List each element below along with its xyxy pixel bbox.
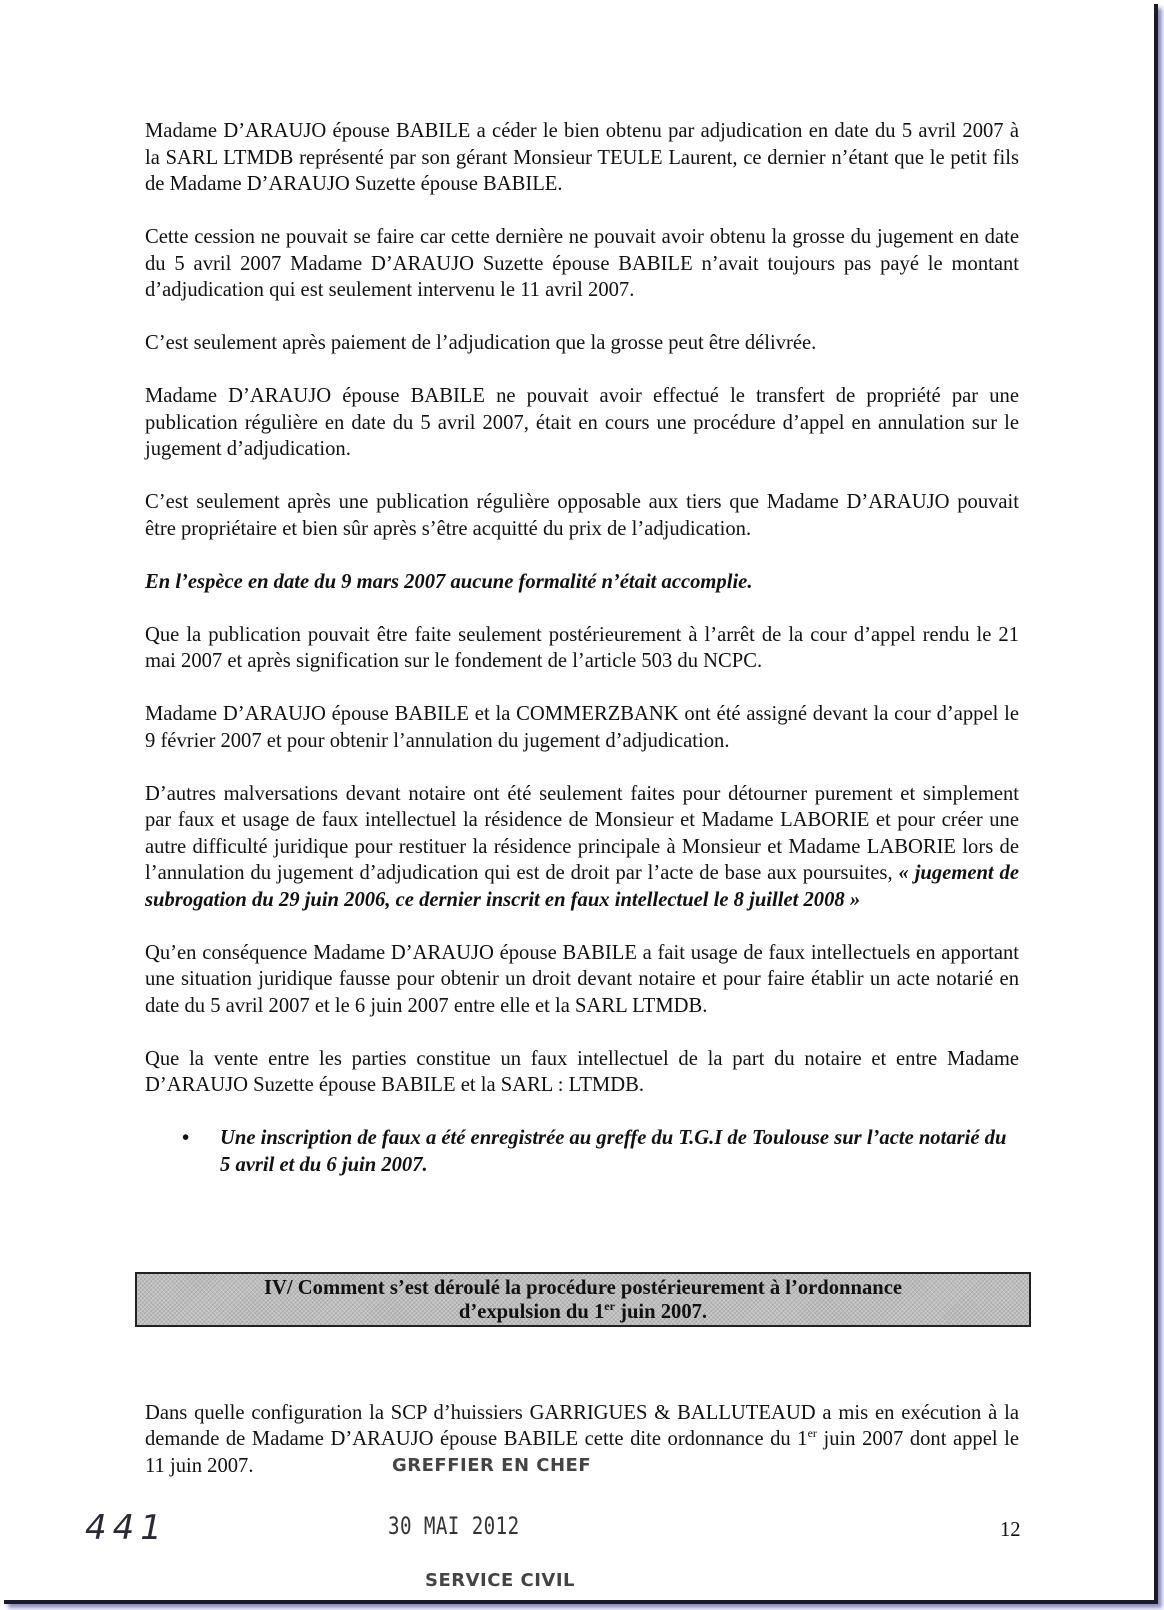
paragraph-commerzbank-assignation: Madame D’ARAUJO épouse BABILE et la COMMERZBANK ont été assigné devant la cour d’appel le 9 février 2007 et pour obtenir l’annulation du jugement d’adjudication. [145,703,1019,752]
paragraph-publication-reguliere: C’est seulement après une publication régulière opposable aux tiers que Madame D’ARAUJO pouvait être propriétaire et bien sûr après s’être acquitté du prix de l’adjudication. [145,491,1019,540]
final-para-part2: juin 2007 dont appel le 11 juin 2007. [145,1428,1019,1477]
bullet-text: Une inscription de faux a été enregistrée au greffe du T.G.I de Toulouse sur l’acte notarié du 5 avril et du 6 juin 2007. [220,1127,1007,1176]
final-para-part1: Dans quelle configuration la SCP d’huissiers GARRIGUES & BALLUTEAUD a mis en exécution à la demande de Madame D’ARAUJO épouse BABILE cette dite ordonnance du 1 [145,1401,1019,1451]
document-body [145,118,1019,1178]
malversations-text: D’autres malversations devant notaire ont été seulement faites pour détourner purement et simplement par faux et usage de faux intellectuel la résidence de Monsieur et Madame LABORIE et pour créer une autre difficulté juridique pour restituer la résidence principale à Monsieur et Madame LABORIE lors de l’annulation du jugement d’adjudication qui est de droit par l’acte de base aux poursuites, [145,782,1019,884]
paragraph-cession-impossible: Cette cession ne pouvait se faire car cette dernière ne pouvait avoir obtenu la grosse du jugement en date du 5 avril 2007 Madame D’ARAUJO Suzette épouse BABILE n’avait toujours pas payé le montant d’adjudication qui est seulement intervenu le 11 avril 2007. [145,226,1019,301]
paragraph-vente-faux: Que la vente entre les parties constitue un faux intellectuel de la part du notaire et entre Madame D’ARAUJO Suzette épouse BABILE et la SARL : LTMDB. [145,1047,1019,1096]
paragraph-malversations [145,781,1019,914]
paragraph-publication-posterieure: Que la publication pouvait être faite seulement postérieurement à l’arrêt de la cour d’appel rendu le 21 mai 2007 et après signification sur le fondement de l’article 503 du NCPC. [145,623,1019,672]
emphasis-no-formality: En l’espèce en date du 9 mars 2007 aucune formalité n’était accomplie. [145,570,753,593]
heading-line2-suffix: juin 2007. [614,1301,708,1323]
paragraph-grosse-delivree: C’est seulement après paiement de l’adjudication que la grosse peut être délivrée. [145,332,817,354]
heading-line2-prefix: d’expulsion du 1 [458,1301,605,1323]
stamp-date: 30 MAI 2012 [388,1512,520,1540]
section-heading-iv [135,1272,1031,1327]
heading-line2-sup: er [604,1299,615,1314]
section-heading-line2 [137,1300,1029,1324]
stamp-greffier-title: GREFFIER EN CHEF [392,1455,592,1476]
bullet-list [145,1125,1019,1178]
paragraph-cession-sarl: Madame D’ARAUJO épouse BABILE a céder le bien obtenu par adjudication en date du 5 avril 2007 à la SARL LTMDB représenté par son gérant Monsieur TEULE Laurent, ce dernier n’étant que le petit fils de Madame D’ARAUJO Suzette épouse BABILE. [145,120,1019,195]
handwritten-page-number: 441 [85,1508,168,1548]
paragraph-transfert-propriete: Madame D’ARAUJO épouse BABILE ne pouvait avoir effectué le transfert de propriété par une publication régulière en date du 5 avril 2007, était en cours une procédure d’appel en annulation sur le jugement d’adjudication. [145,385,1019,460]
paragraph-faux-intellectuels: Qu’en conséquence Madame D’ARAUJO épouse BABILE a fait usage de faux intellectuels en apportant une situation juridique fausse pour obtenir un droit devant notaire et pour faire établir un acte notarié en date du 5 avril 2007 et le 6 juin 2007 entre elle et la SARL LTMDB. [145,941,1019,1017]
page-number: 12 [1000,1519,1021,1541]
bullet-inscription-faux [145,1125,1019,1178]
malversations-quote: « jugement de subrogation du 29 juin 2006, ce dernier inscrit en faux intellectuel le 8 juillet 2008 » [145,862,1019,911]
final-para-sup: er [807,1426,817,1441]
section-heading-line1: IV/ Comment s’est déroulé la procédure postérieurement à l’ordonnance [264,1277,902,1299]
bullet-icon: • [182,1127,190,1149]
stamp-service: SERVICE CIVIL [425,1570,576,1591]
